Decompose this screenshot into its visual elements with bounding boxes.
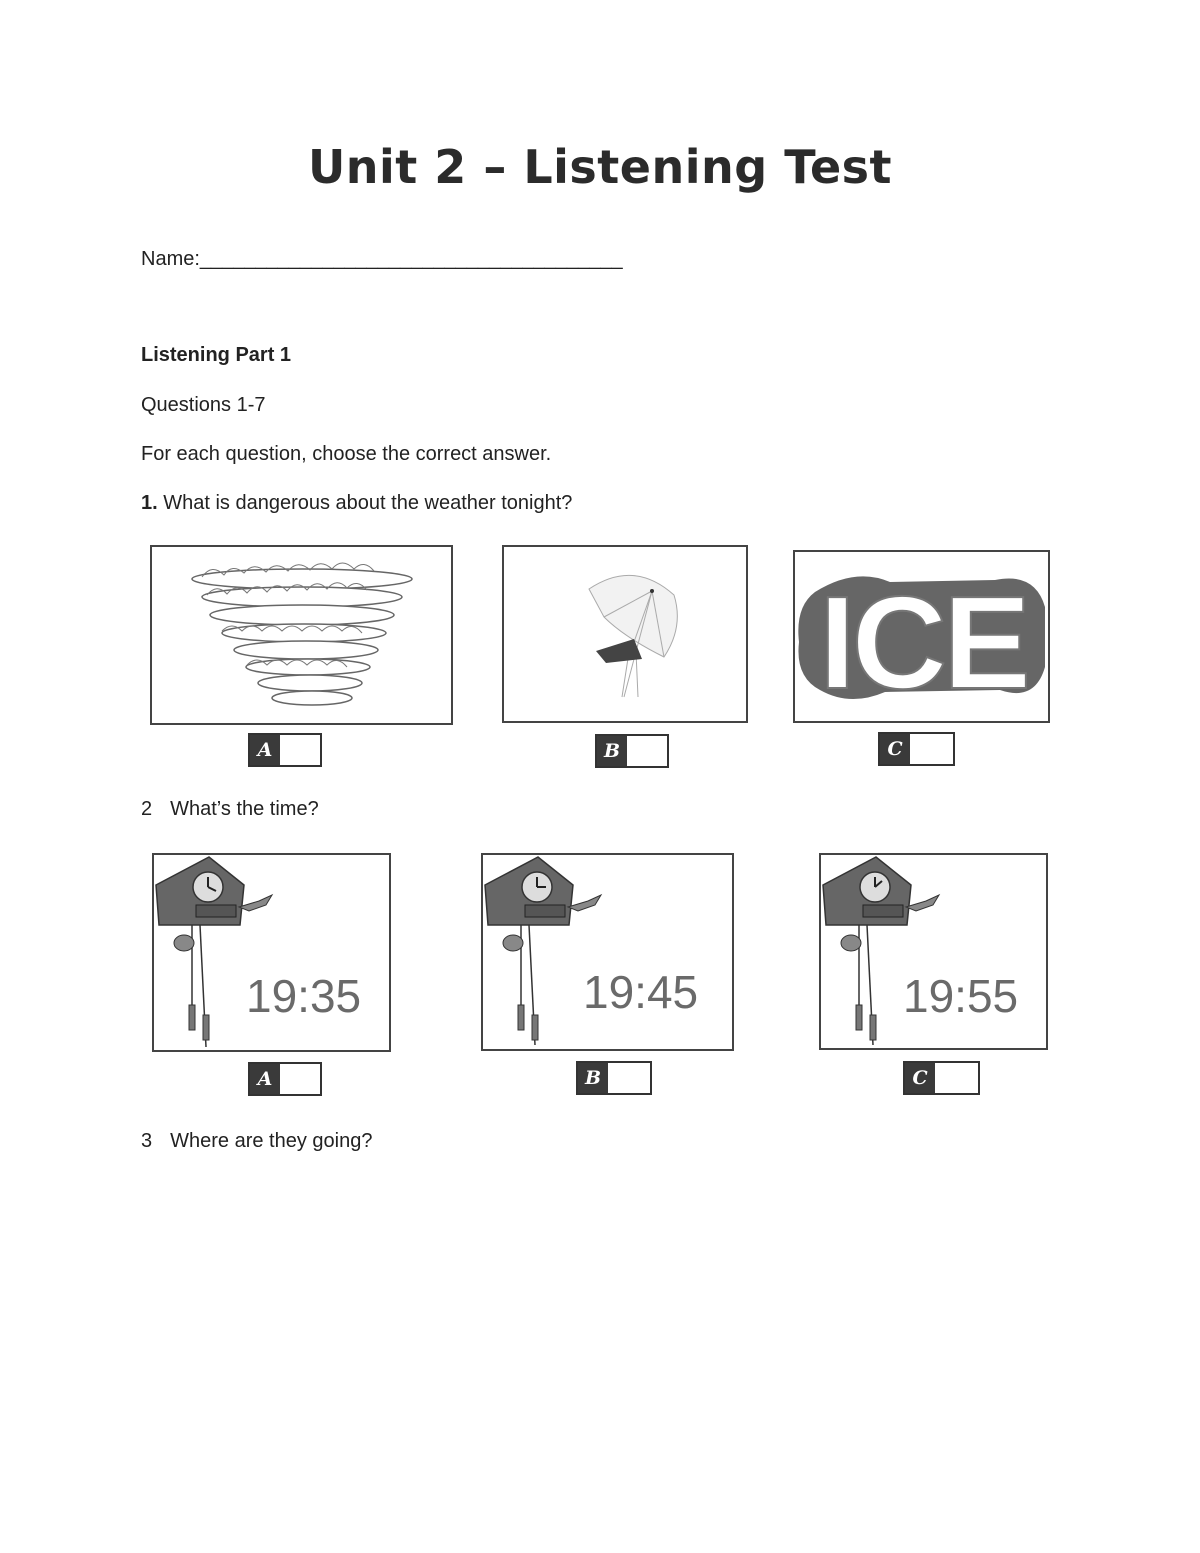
- questions-range: Questions 1-7: [141, 394, 266, 416]
- question-1: [141, 492, 572, 515]
- q1-option-c-checkbox[interactable]: [878, 732, 955, 766]
- answer-box[interactable]: [935, 1063, 978, 1093]
- q2-option-a-picture[interactable]: [152, 853, 391, 1052]
- clock-time: 19:45: [583, 966, 699, 1018]
- q2-option-a-checkbox[interactable]: [248, 1062, 322, 1096]
- clouds-icon: [152, 547, 451, 723]
- umbrella-in-wind-icon: [504, 547, 746, 721]
- option-letter: C: [905, 1063, 935, 1093]
- answer-box[interactable]: [280, 1064, 320, 1094]
- question-3: [141, 1130, 372, 1153]
- option-letter: C: [880, 734, 910, 764]
- q1-option-a-checkbox[interactable]: [248, 733, 322, 767]
- q2-option-b-checkbox[interactable]: [576, 1061, 652, 1095]
- instructions: For each question, choose the correct answer.: [141, 443, 552, 465]
- question-2-text: What’s the time?: [170, 798, 319, 820]
- ice-sign: [795, 552, 1048, 721]
- answer-box[interactable]: [627, 736, 667, 766]
- clock-time: 19:55: [903, 970, 1019, 1022]
- ice-sign-text: ICE: [818, 569, 1028, 716]
- question-3-number: 3: [141, 1130, 153, 1152]
- q1-option-a-picture[interactable]: [150, 545, 453, 725]
- option-letter: B: [578, 1063, 608, 1093]
- cuckoo-clock-icon: [483, 855, 732, 1049]
- answer-box[interactable]: [608, 1063, 650, 1093]
- question-1-text: What is dangerous about the weather tonight?: [157, 492, 573, 514]
- q1-option-b-picture[interactable]: [502, 545, 748, 723]
- question-2-number: 2: [141, 798, 153, 820]
- q1-option-c-picture[interactable]: [793, 550, 1050, 723]
- q2-option-b-picture[interactable]: [481, 853, 734, 1051]
- q1-option-b-checkbox[interactable]: [595, 734, 669, 768]
- answer-box[interactable]: [910, 734, 953, 764]
- option-letter: B: [597, 736, 627, 766]
- q2-option-c-checkbox[interactable]: [903, 1061, 980, 1095]
- question-2: [141, 798, 319, 821]
- question-3-text: Where are they going?: [170, 1130, 373, 1152]
- clock-time: 19:35: [246, 970, 362, 1022]
- q2-option-c-picture[interactable]: [819, 853, 1048, 1050]
- name-field-label[interactable]: Name:______________________________________: [141, 248, 623, 270]
- part-heading: Listening Part 1: [141, 344, 292, 366]
- option-letter: A: [250, 735, 280, 765]
- answer-box[interactable]: [280, 735, 320, 765]
- option-letter: A: [250, 1064, 280, 1094]
- question-1-number: 1.: [141, 492, 158, 514]
- page-title: Unit 2 – Listening Test: [307, 140, 893, 194]
